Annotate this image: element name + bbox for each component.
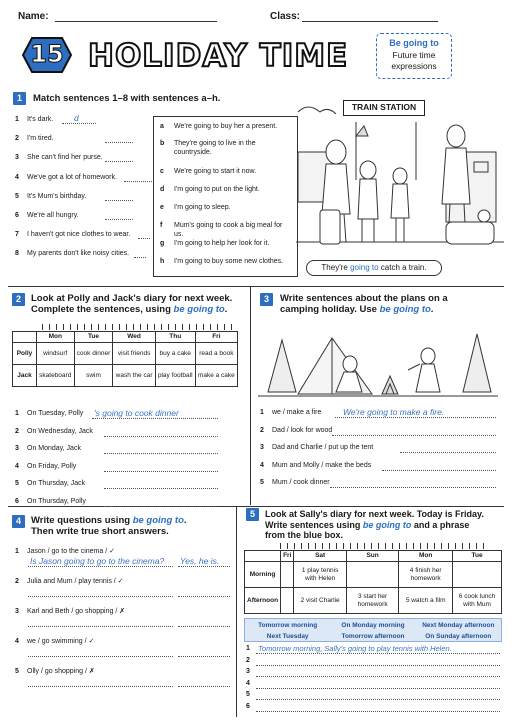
table-cell: 3 start her homework [346,588,398,614]
instruction-line: Look at Sally's diary for next week. Today is Friday. [265,509,484,519]
item-text: On Tuesday, Polly [27,410,84,417]
item-number: 5 [15,192,19,200]
table-cell: visit friends [113,343,155,365]
table-cell: swim [74,365,113,387]
class-field[interactable] [302,21,438,22]
sentence-item [15,463,76,470]
answer-line[interactable] [256,688,500,689]
item-text: We've got a lot of homework. [27,173,117,181]
table-cell [346,562,398,588]
row-name: Jack [13,365,37,387]
short-answer-line[interactable] [178,626,230,627]
instruction-blue: be going to [379,304,431,315]
item-number: 4 [15,638,19,645]
section-instruction [31,293,247,315]
item-text: I'm tired. [27,135,54,143]
caption-blue: going to [350,263,379,272]
item-number: 2 [246,656,250,664]
short-answer-line[interactable] [178,566,230,567]
answer-line[interactable] [256,676,500,677]
day-header: Thu [155,332,195,343]
option-text: They're going to live in the countryside. [174,140,256,156]
option-letter: d [160,186,165,193]
station-illustration [296,92,504,282]
question-item [15,547,115,555]
item-text: Dad and Charlie / put up the tent [272,444,374,451]
item-text: It's dark. [27,116,54,123]
day-header: Sat [294,551,347,562]
question-line[interactable] [28,626,173,627]
row-name: Morning [245,562,281,588]
camping-illustration [258,320,498,402]
name-field[interactable] [55,21,217,22]
day-header: Tue [453,551,502,562]
item-text: Mum / cook dinner [272,479,330,486]
item-text: we / make a fire [272,409,322,416]
table-row [13,343,238,365]
match-option [160,221,292,239]
table-corner [245,551,281,562]
unit-number-badge [22,36,72,74]
grammar-box [376,33,452,79]
answer-blank[interactable] [105,219,133,220]
option-letter: c [160,168,164,175]
table-cell: buy a cake [155,343,195,365]
item-number: 1 [260,409,264,416]
instruction-line [31,304,247,315]
item-number: 5 [246,691,250,698]
answer-line[interactable] [400,452,496,453]
question-line[interactable] [28,566,173,567]
item-number: 2 [15,427,19,435]
match-item [15,212,150,219]
section-number: 1 [13,92,26,105]
answer-line[interactable] [335,417,496,418]
item-number: 7 [15,231,19,239]
answer-text: Tomorrow morning, Sally's going to play tennis with Helen. [258,644,452,653]
table-cell: read a book [195,343,237,365]
answer-text: d [74,113,79,123]
item-text: we / go swimming / ✓ [27,638,95,645]
table-row [245,588,502,614]
answer-blank[interactable] [105,161,133,162]
table-row [13,365,238,387]
instruction-text: camping holiday. Use [280,304,380,315]
table-cell: 2 visit Charlie [294,588,347,614]
item-text: Mum and Molly / make the beds [272,461,372,469]
sentence-item [260,462,371,469]
phrase: Tomorrow afternoon [341,633,405,640]
option-letter: f [160,222,163,229]
answer-line[interactable] [104,436,218,437]
item-text: Olly / go shopping / ✗ [27,668,95,675]
item-number: 5 [15,668,19,675]
item-text: Dad / look for wood [272,426,333,434]
phrase-box [244,618,502,642]
match-option [160,139,292,157]
table-cell: 1 play tennis with Helen [294,562,347,588]
instruction-line [31,515,233,526]
section-instruction [31,515,233,537]
divider [250,287,251,505]
day-header: Tue [74,332,113,343]
option-letter: b [160,140,165,147]
table-cell: windsurf [37,343,75,365]
item-text: We're all hungry. [27,212,79,219]
table-cell [281,562,294,588]
sentence-item [15,498,86,505]
section-number: 2 [12,293,25,306]
question-item [15,577,124,585]
item-number: 5 [260,479,264,486]
match-option [160,203,292,212]
day-header: Mon [399,551,453,562]
phrase: Next Monday afternoon [422,622,495,629]
table-row [245,562,502,588]
sentence-item [15,428,93,435]
caption-pre: They're [321,263,351,272]
question-answer-text: Is Jason going to go to the cinema? [30,556,165,566]
answer-text: 's going to cook dinner [94,408,179,418]
item-number: 3 [15,445,19,452]
day-header: Mon [37,332,75,343]
item-number: 5 [15,480,19,487]
table-cell [453,562,502,588]
phrase: Next Tuesday [266,633,309,640]
sentence-item [15,445,81,452]
diary-spiral [42,324,234,330]
short-answer-text: Yes, he is. [180,556,220,566]
sally-diary [244,550,502,614]
diary-spiral [280,543,490,549]
phrase: Tomorrow morning [258,622,318,629]
option-text: I'm going to buy some new clothes. [174,258,284,265]
answer-line[interactable] [256,665,500,666]
table-cell: 6 cook lunch with Mum [453,588,502,614]
divider [236,507,237,717]
item-number: 1 [15,116,19,123]
answer-line[interactable] [382,470,496,471]
match-option [160,167,292,176]
instruction-line [280,304,502,315]
sentence-item [260,444,373,451]
instruction-text: Write sentences using [265,519,363,530]
answer-line[interactable] [330,487,496,488]
section-instruction [280,293,502,315]
answer-line[interactable] [256,653,500,654]
table-cell: skateboard [37,365,75,387]
instruction-end: . [224,304,228,315]
answer-line[interactable] [104,506,218,507]
divider [8,286,504,287]
answer-line[interactable] [104,453,218,454]
item-number: 6 [15,497,19,505]
section-number: 4 [12,515,25,528]
match-option [160,257,292,266]
table-cell: 4 finish her homework [399,562,453,588]
divider [8,506,504,507]
section-instruction [265,509,505,541]
match-item [15,154,150,161]
instruction-blue: be going to [173,304,225,315]
section-number: 5 [246,508,259,521]
option-letter: a [160,123,164,130]
instruction-line: Write sentences about the plans on a [280,293,448,304]
short-answer-line[interactable] [178,686,230,687]
item-text: On Friday, Polly [27,462,77,470]
match-item [15,193,150,200]
item-number: 1 [15,548,19,555]
item-text: On Thursday, Jack [27,480,86,487]
question-item [15,607,125,615]
match-item [15,231,150,238]
option-text: We're going to buy her a present. [174,123,278,130]
unit-number: 15 [30,40,64,68]
answer-blank[interactable] [134,257,146,258]
option-letter: e [160,204,164,211]
item-text: On Thursday, Polly [27,497,86,505]
table-cell: wash the car [113,365,155,387]
item-number: 2 [15,135,19,143]
instruction-text: Complete the sentences, using [31,304,174,315]
row-name: Polly [13,343,37,365]
item-text: She can't find her purse. [27,154,103,162]
sentence-item [15,480,85,487]
instruction-line: Look at Polly and Jack's diary for next week. [31,293,233,304]
answer-blank[interactable] [138,238,150,239]
page-title: HOLIDAY TIME [88,38,349,74]
answer-blank[interactable] [124,181,152,182]
match-item [15,250,150,257]
answer-line[interactable] [256,711,500,712]
instruction-text: and a phrase [411,519,470,530]
item-number: 8 [15,250,19,258]
answer-line[interactable] [332,435,496,436]
caption-post: catch a train. [378,263,427,272]
answer-blank[interactable] [105,200,133,201]
polly-jack-diary [12,331,238,387]
answer-line[interactable] [92,418,218,419]
instruction-end: . [430,304,434,315]
answer-blank[interactable] [62,123,96,124]
item-text: Jason / go to the cinema / ✓ [27,548,115,555]
instruction-text: Write questions using [31,515,133,526]
phrase: On Monday morning [341,622,405,629]
item-text: On Monday, Jack [27,445,81,452]
option-letter: g [160,240,165,247]
sentence-item [260,479,330,486]
answer-line[interactable] [104,488,218,489]
table-cell: 5 watch a film [399,588,453,614]
instruction-line: from the blue box. [265,530,344,540]
question-line[interactable] [28,656,173,657]
item-number: 3 [15,608,19,615]
item-number: 2 [15,578,19,585]
grammar-box-subtitle: Future time expressions [391,50,437,71]
day-header: Wed [113,332,155,343]
table-cell: play football [155,365,195,387]
item-text: Karl and Beth / go shopping / ✗ [27,608,126,615]
item-text: Julia and Mum / play tennis / ✓ [27,578,124,585]
match-item [15,174,150,181]
name-label: Name: [18,11,49,22]
instruction-blue: be going to [362,519,412,530]
item-number: 3 [246,668,250,675]
class-label: Class: [270,11,301,22]
table-corner [13,332,37,343]
grammar-box-title: Be going to [389,38,439,48]
question-line[interactable] [28,596,173,597]
answer-text: We're going to make a fire. [343,407,445,417]
answer-blank[interactable] [105,142,133,143]
match-item [15,116,150,123]
option-text: We're going to start it now. [174,168,257,175]
item-text: I haven't got nice clothes to wear. [27,231,131,239]
table-cell: cook dinner [74,343,113,365]
day-header: Fri [281,551,294,562]
item-text: My parents don't like noisy cities. [27,250,130,258]
row-name: Afternoon [245,588,281,614]
item-number: 1 [246,645,250,652]
question-item [15,667,95,675]
option-text: I'm going to put on the light. [174,186,260,193]
instruction-line: Then write true short answers. [31,526,169,537]
day-header: Fri [195,332,237,343]
item-number: 3 [15,154,19,162]
instruction-end: . [183,515,187,526]
table-cell: make a cake [195,365,237,387]
item-number: 4 [15,173,19,181]
phrase: On Sunday afternoon [425,633,492,640]
answer-line[interactable] [256,699,500,700]
option-text: I'm going to sleep. [174,204,231,211]
sentence-item [260,409,321,416]
match-option [160,122,292,131]
sentence-item [15,410,83,417]
section-number: 3 [260,293,273,306]
section-instruction: Match sentences 1–8 with sentences a–h. [33,93,221,104]
item-number: 4 [260,461,264,469]
option-text: Mum's going to cook a big meal for us. [174,222,283,238]
option-text: I'm going to help her look for it. [174,240,270,247]
item-text: It's Mum's birthday. [27,192,87,200]
sentence-item [260,427,332,434]
match-option [160,185,292,194]
question-item [15,637,94,645]
option-letter: h [160,258,165,265]
item-text: On Wednesday, Jack [27,427,93,435]
short-answer-line[interactable] [178,656,230,657]
item-number: 4 [15,462,19,470]
item-number: 2 [260,426,264,434]
item-number: 4 [246,679,250,687]
day-header: Sun [346,551,398,562]
item-number: 1 [15,410,19,417]
item-number: 3 [260,444,264,451]
table-cell [281,588,294,614]
match-option [160,239,292,248]
match-item [15,135,150,142]
question-line[interactable] [28,686,173,687]
illustration-caption [306,260,442,276]
instruction-blue: be going to [132,515,184,526]
answer-line[interactable] [104,471,218,472]
item-number: 6 [15,212,19,219]
item-number: 6 [246,702,250,710]
train-station-sign: TRAIN STATION [343,100,425,116]
short-answer-line[interactable] [178,596,230,597]
instruction-line [265,520,505,531]
